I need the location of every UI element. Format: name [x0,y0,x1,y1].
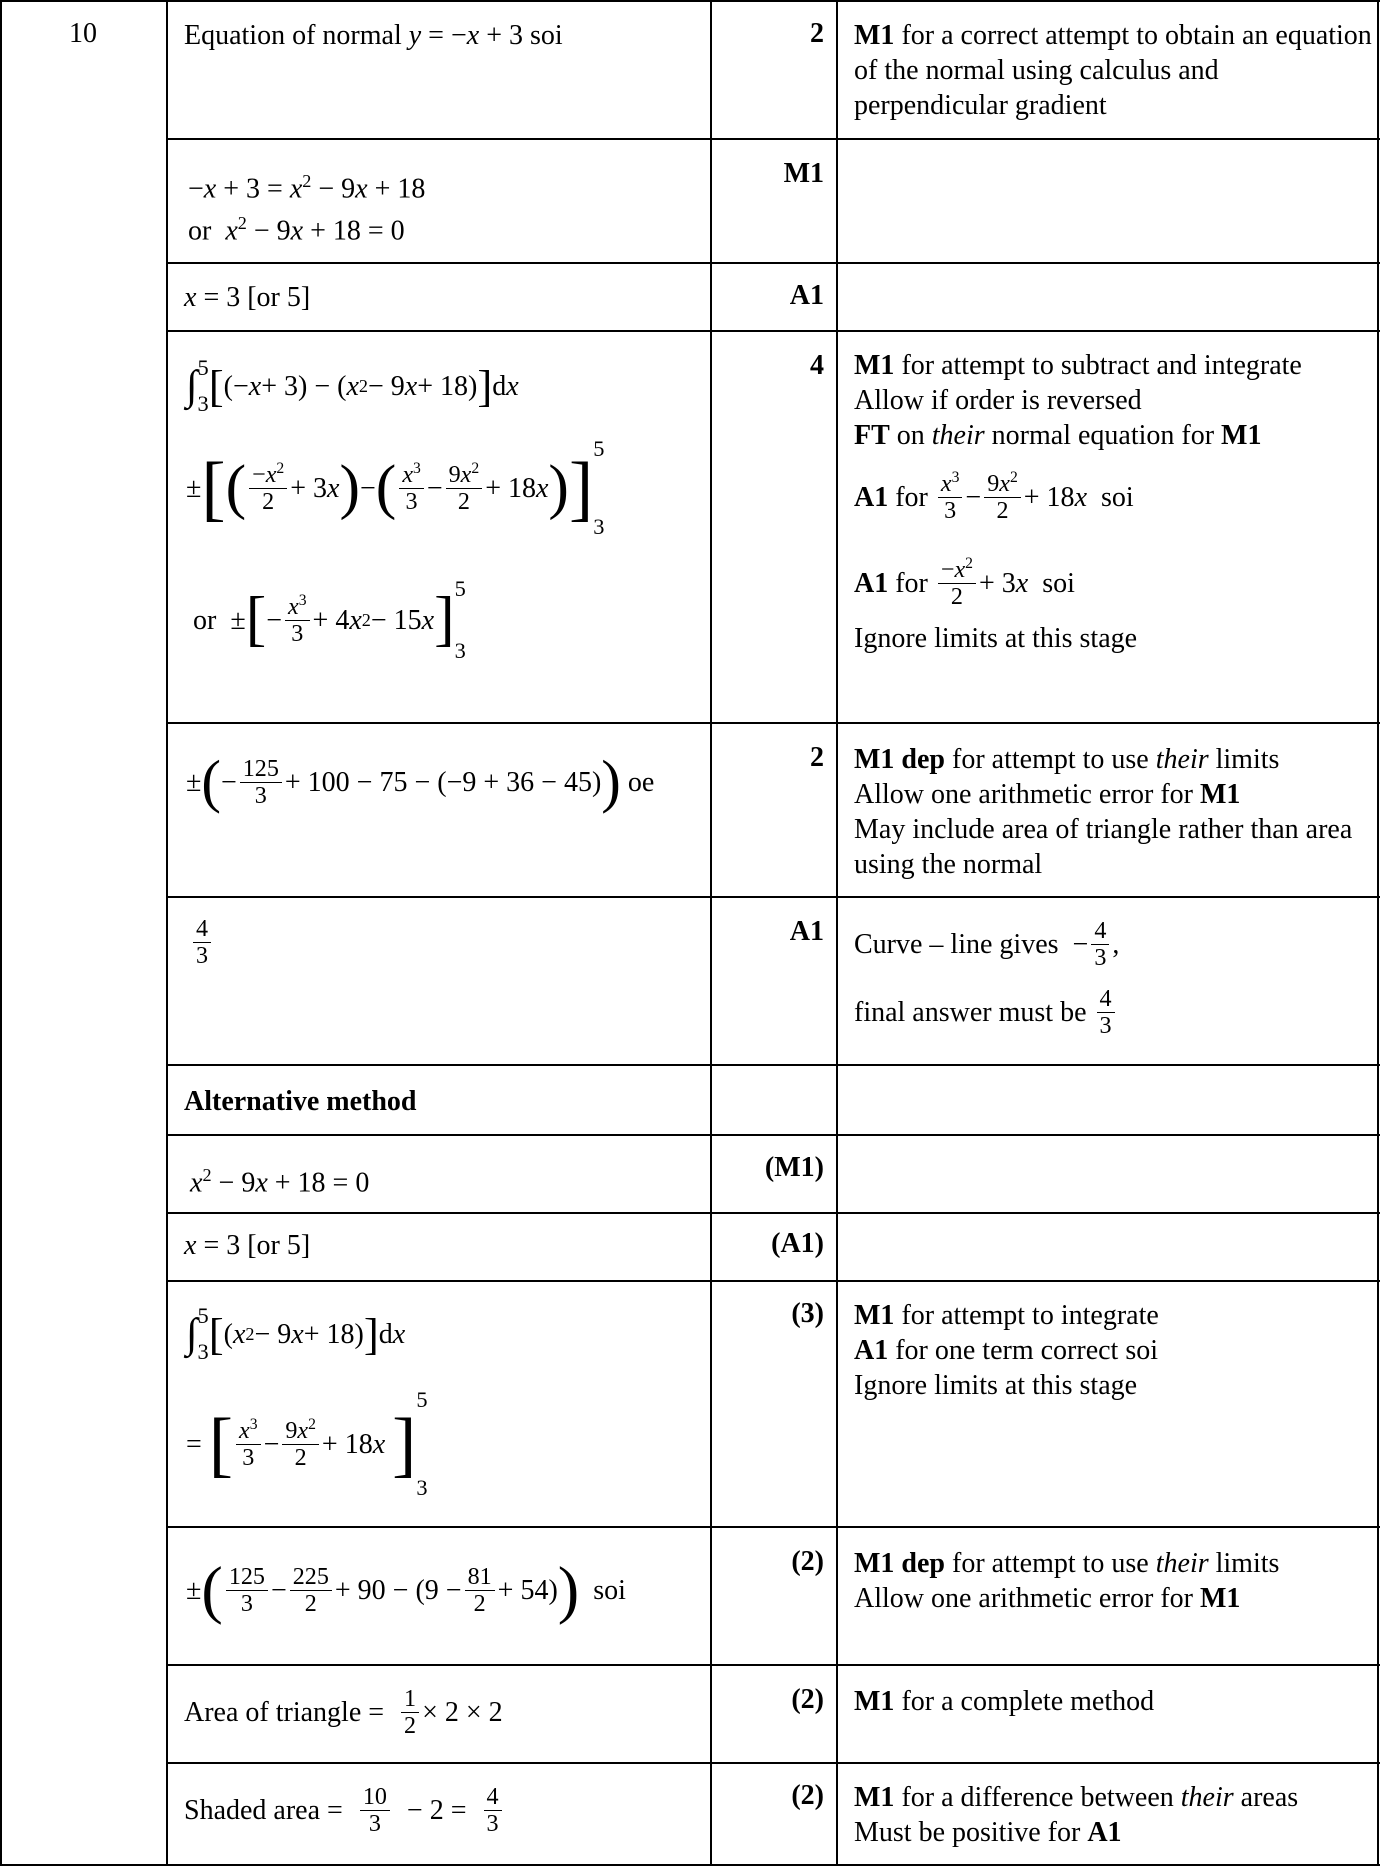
row-divider [0,0,1380,2]
table-border-right [1377,0,1379,1866]
mark-cell: (2) [791,1684,824,1715]
guidance-cell: M1 for attempt to subtract and integrate Allow if order is reversed FT on their normal equation for M1 A1 for $\frac{x^3}{3}$ − $\frac{9x^2}{2}$ + 18 x soi A1 for $\frac{-x^2}{2}$ + 3 x soi Ignore limits at this stage [854,350,1302,654]
guidance-cell: Curve – line gives − $\frac{4}{3}$ , final answer must be $\frac{4}{3}$ [854,917,1120,1039]
row-divider [166,1762,1380,1764]
column-divider [836,0,838,1866]
mark-cell: M1 [783,158,824,189]
table-border-left [0,0,2,1866]
row-divider [166,1526,1380,1528]
row-divider [166,1664,1380,1666]
mark-cell: 2 [810,18,824,49]
row-divider [166,1064,1380,1066]
question-number: 10 [69,18,97,49]
guidance-cell: M1 for attempt to integrate A1 for one term correct soi Ignore limits at this stage [854,1300,1159,1401]
row-divider [166,1134,1380,1136]
working-cell-alt-x-value: x = 3 [or 5] [184,1230,311,1261]
mark-cell: (2) [791,1780,824,1811]
row-divider [166,896,1380,898]
mark-cell: (M1) [764,1152,824,1183]
guidance-cell: M1 for a correct attempt to obtain an equation of the normal using calculus and perpendicular gradient [854,20,1372,121]
guidance-cell: M1 dep for attempt to use their limits Allow one arithmetic error for M1 May include area of triangle rather than area using the normal [854,744,1353,880]
working-cell-alt-quadratic: $x^2 - 9x + 18 = 0$ [190,1165,370,1199]
working-cell-triangle-area: Area of triangle = $\frac{1}{2}$ × 2 × 2 [184,1685,503,1739]
row-divider [166,1212,1380,1214]
mark-cell: (A1) [771,1228,824,1259]
mark-cell: 4 [810,350,824,381]
mark-cell: A1 [789,916,824,947]
working-cell-x-value: x = 3 [or 5] [184,282,311,313]
column-divider [166,0,168,1866]
row-divider [166,262,1380,264]
mark-cell: (2) [791,1546,824,1577]
mark-cell: A1 [789,280,824,311]
working-cell-integral: ∫ 5 3 [ (− x + 3) − ( x 2 − 9 x + 18) ] d x ± [ ( $\frac{-x^2}{2}$ + 3 x ) − ( $\frac{x^3}{3}$ − $\frac{9x^2}{2}$ + 18 x ) ] 5 3 or ± [ − $\frac{x^3}{3}$ + 4 x 2 − 15 x ] 5 3 [186,355,605,663]
row-divider [166,1280,1380,1282]
alternative-method-heading: Alternative method [184,1086,417,1117]
guidance-cell: M1 for a complete method [854,1686,1155,1717]
guidance-cell: M1 for a difference between their areas Must be positive for A1 [854,1782,1299,1848]
working-cell-answer: $\frac{4}{3}$ [190,916,214,969]
working-cell-intersection: $-x + 3 = x^2 - 9x + 18$ or $x^2 - 9x + 18 = 0$ [188,171,426,247]
working-cell-alt-integral: ∫ 5 3 [ ( x 2 − 9 x + 18) ] d x = [ $\frac{x^3}{3}$ − $\frac{9x^2}{2}$ + 18 x ] 5 3 [186,1303,428,1500]
guidance-cell: M1 dep for attempt to use their limits Allow one arithmetic error for M1 [854,1548,1280,1614]
mark-cell: 2 [810,742,824,773]
working-cell-alt-substitution: ± ( $\frac{125}{3}$ − $\frac{225}{2}$ + 90 − (9 − $\frac{81}{2}$ + 54) ) soi [186,1553,626,1625]
working-cell-normal-equation: Equation of normal y = −x + 3 soi [184,20,563,51]
mark-cell: (3) [791,1298,824,1329]
working-cell-shaded-area: Shaded area = $\frac{10}{3}$ − 2 = $\frac{4}{3}$ [184,1782,505,1838]
working-cell-substitution: ± ( − $\frac{125}{3}$ + 100 − 75 − (−9 + 36 − 45) ) oe [186,748,655,814]
row-divider [166,330,1380,332]
row-divider [166,138,1380,140]
row-divider [166,722,1380,724]
